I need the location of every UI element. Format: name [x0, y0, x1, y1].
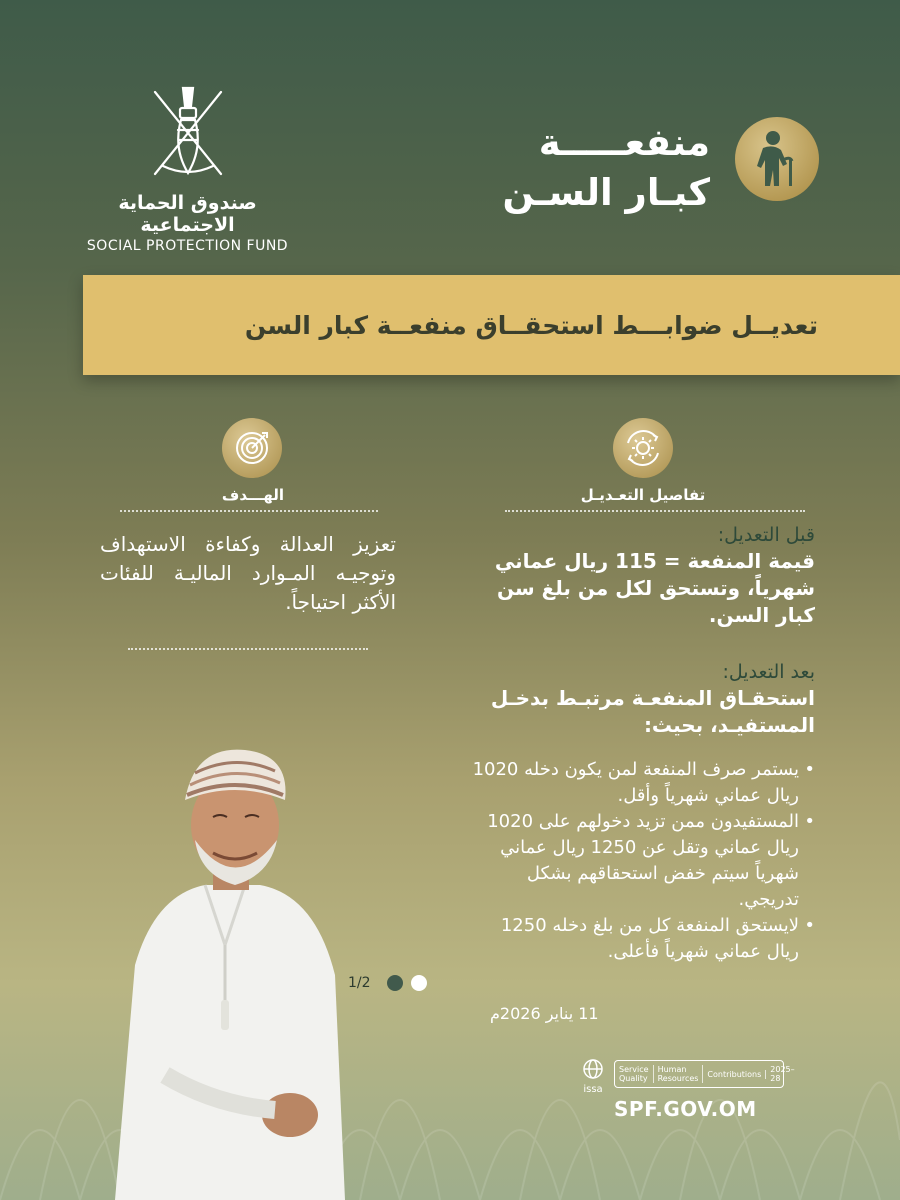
list-item: • المستفيدون ممن تزيد دخولهم على 1020 ريال عماني وتقل عن 1250 ريال عماني شهرياً سيتم خفض استحقاقهم بشكل تدريجي.: [470, 809, 815, 913]
before-heading: قبل التعديل:: [717, 524, 815, 546]
cert-service-quality: Service Quality: [615, 1065, 654, 1083]
gear-cycle-icon: [613, 418, 673, 478]
conditions-list: [470, 757, 815, 965]
details-divider: [505, 510, 805, 512]
elderly-man-photo: [95, 745, 360, 1200]
target-icon: [222, 418, 282, 478]
elderly-person-icon: [735, 117, 819, 201]
organization-name-english: SOCIAL PROTECTION FUND: [86, 238, 289, 254]
goal-label: الهـــدف: [221, 486, 285, 504]
headline-banner: [83, 275, 900, 375]
organization-logo: [75, 78, 300, 254]
banner-text: تعديــل ضوابـــط استحقــاق منفعــة كبار السن: [244, 310, 818, 340]
details-label: تفاصيل التعـديـل: [580, 486, 706, 504]
list-item: • يستمر صرف المنفعة لمن يكون دخله 1020 ريال عماني شهرياً وأقل.: [470, 757, 815, 809]
details-content: [470, 522, 815, 965]
globe-icon: [582, 1058, 604, 1080]
publish-date: 11 يناير 2026م: [490, 1004, 599, 1023]
oman-khanjar-emblem-icon: [133, 78, 243, 188]
after-text: استحقـاق المنفعـة مرتبـط بدخـل المستفيـد، بحيث:: [490, 686, 815, 737]
certification-badge: [614, 1060, 795, 1088]
goal-divider-top: [120, 510, 378, 512]
issa-text: issa: [583, 1084, 603, 1095]
page-count: 1/2: [348, 975, 371, 991]
list-item: • لايستحق المنفعة كل من بلغ دخله 1250 ريال عماني شهرياً فأعلى.: [470, 913, 815, 965]
before-text: قيمة المنفعة = 115 ريال عماني شهرياً، وتستحق لكل من بلغ سن كبار السن.: [494, 549, 815, 627]
page-dot-1[interactable]: [387, 975, 403, 991]
cert-year: 2025–28: [770, 1065, 795, 1083]
goal-divider-bottom: [128, 648, 368, 650]
cert-human-resources: Human Resources: [654, 1065, 704, 1083]
title-line-1: منفعـــــة: [538, 121, 710, 164]
page-dot-2[interactable]: [411, 975, 427, 991]
website-url[interactable]: SPF.GOV.OM: [614, 1097, 757, 1121]
organization-name-arabic: صندوق الحماية الاجتماعية: [118, 192, 257, 236]
title-line-2: كبـار السـن: [502, 171, 710, 214]
goal-text: تعزيز العدالة وكفاءة الاستهداف وتوجيـه المـوارد الماليـة للفئات الأكثر احتياجاً.: [100, 532, 396, 614]
page-title: [502, 118, 710, 218]
cert-contributions: Contributions: [703, 1070, 766, 1079]
after-heading: بعد التعديل:: [722, 661, 815, 683]
issa-logo: [578, 1058, 608, 1095]
